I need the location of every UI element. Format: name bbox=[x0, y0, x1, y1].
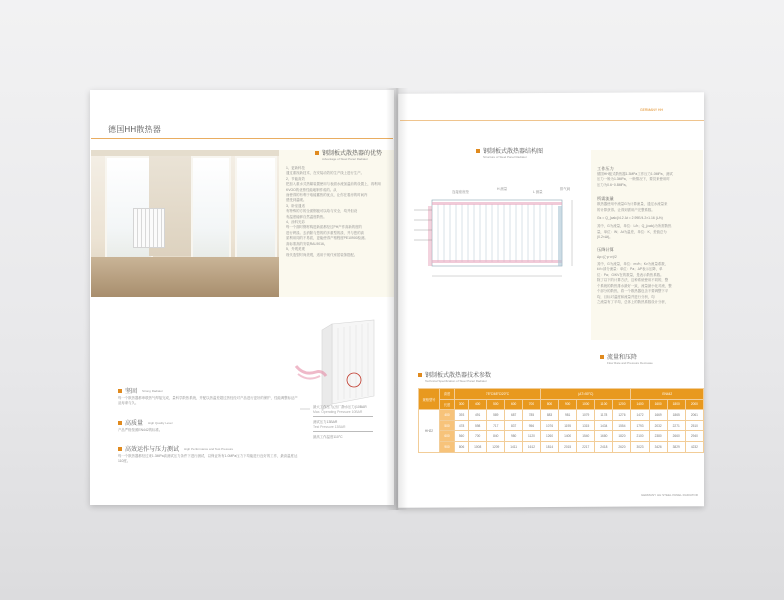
text-line: 位：Pa；G/KV在的数量，是表示散热系数。 bbox=[597, 272, 664, 277]
table-length-row bbox=[419, 399, 704, 410]
text-line: 的计算获得。让得到需用户完整系数。 bbox=[597, 207, 655, 212]
flow-title: 所需流量 bbox=[597, 196, 614, 202]
table-cell: 700 bbox=[469, 431, 487, 442]
structure-title: 钢制板式散热器结构图 bbox=[483, 149, 544, 155]
table-cell: 3023 bbox=[631, 441, 649, 452]
text-line: 压力一般为1.3MPa，一般情况下，要员来使用时 bbox=[597, 177, 670, 182]
table-cell: 500 bbox=[487, 399, 505, 410]
flow-chart-subtitle: Flow Rate and Pressure Decrease bbox=[607, 361, 653, 365]
text-line: 5、外观美观 bbox=[286, 247, 305, 252]
tech-table-heading bbox=[418, 370, 491, 383]
tech-table-subtitle: Technical Specification of Steel Panel Radiator bbox=[425, 379, 488, 383]
table-cell: 956 bbox=[522, 420, 540, 431]
text-line: 其中，G为流量，单位：L/h；Q_{calc}为所需散热 bbox=[597, 224, 672, 229]
text-line: 除了以下的计算方法，这种系统使用不同的，整 bbox=[597, 278, 669, 283]
table-cell: 1814 bbox=[541, 441, 559, 452]
table-cell: 1000 bbox=[577, 399, 595, 410]
connector-arrow bbox=[300, 405, 310, 413]
feature-subtitle: High Performance and Test Pressure bbox=[184, 446, 234, 451]
table-cell: 1260 bbox=[541, 431, 559, 442]
text-line: 个系统的散热排水最好一致，流量最小化对流，整 bbox=[597, 283, 672, 288]
table-cell: 1411 bbox=[505, 441, 523, 452]
table-cell: 883 bbox=[541, 410, 559, 421]
table-header-label: 高度 bbox=[440, 389, 455, 400]
table-cell: 1209 bbox=[487, 441, 505, 452]
table-cell: 2100 bbox=[631, 431, 649, 442]
right-footer: GERMANY HH STEEL PANEL RADIATOR bbox=[641, 493, 698, 497]
feature-title: 高效运作与压力测试 bbox=[125, 447, 180, 453]
callout-label: 最高工作温度110°C bbox=[313, 434, 343, 439]
flow-chart-title: 流量和压降 bbox=[607, 355, 638, 361]
callout-label: 测试压力13BAR bbox=[313, 419, 338, 424]
tech-table-title: 钢制板式散热器技术参数 bbox=[425, 373, 492, 379]
table-cell: 2660 bbox=[667, 431, 685, 442]
table-cell: 1079 bbox=[577, 410, 595, 421]
table-group-head: 75°C/65°C/20°C bbox=[455, 389, 541, 400]
table-cell: 1865 bbox=[667, 410, 685, 421]
table-cell: 1820 bbox=[613, 431, 631, 442]
table-cell: 598 bbox=[469, 420, 487, 431]
text-line: 德国HH板式散热器1.3MPa工作压力1.0MPa，测试 bbox=[597, 172, 673, 176]
table-cell: 981 bbox=[559, 410, 577, 421]
table-cell: 1120 bbox=[522, 431, 540, 442]
table-cell: 1669 bbox=[649, 410, 667, 421]
table-cell: 1276 bbox=[613, 410, 631, 421]
door bbox=[235, 156, 277, 260]
table-cell: 3829 bbox=[667, 441, 685, 452]
table-cell: 600 bbox=[505, 399, 523, 410]
table-header-label: 长度 bbox=[440, 399, 455, 410]
table-header-row bbox=[419, 389, 704, 400]
table-row-height: 900 bbox=[440, 441, 455, 452]
technical-spec-table bbox=[418, 388, 704, 453]
table-cell: 1178 bbox=[595, 410, 613, 421]
table-cell: 1793 bbox=[631, 420, 649, 431]
table-cell: 1540 bbox=[577, 431, 595, 442]
table-cell: 1315 bbox=[577, 420, 595, 431]
text-line: 之流量有了平均，总体上的散热系数设计分析， bbox=[597, 299, 669, 304]
text-line: 进行烤漆。去消除与您的的多重型的漆，并与您的高 bbox=[286, 230, 364, 235]
table-row bbox=[419, 431, 704, 442]
advantages-list bbox=[286, 166, 390, 258]
advantages-subtitle: Advantage of Steel Panel Radiator bbox=[322, 157, 369, 161]
table-cell: 1400 bbox=[631, 399, 649, 410]
calculation-content bbox=[597, 166, 699, 305]
text-line: 每一个面时钢材构进新质都经过PH产作高新的度的 bbox=[286, 225, 362, 230]
table-cell: 1400 bbox=[559, 431, 577, 442]
diagram-label: H 测量 bbox=[497, 187, 508, 191]
text-line: 量，单位：W；Δt为温差，单位：K，差值总为 bbox=[597, 229, 667, 234]
table-cell: 2015 bbox=[559, 441, 577, 452]
table-cell: 1612 bbox=[522, 441, 540, 452]
table-cell: 2380 bbox=[649, 431, 667, 442]
room-photo bbox=[91, 150, 279, 297]
left-page-header: 德国HH散热器 bbox=[108, 125, 161, 134]
pressure-callouts bbox=[313, 405, 373, 440]
structure-heading bbox=[476, 146, 543, 159]
text-line: 质利用同的不易质，更能使得产格程度PE10900检测。 bbox=[286, 236, 368, 241]
bullet-square-icon bbox=[118, 421, 122, 425]
text-line: 有温度能够自然温度散热。 bbox=[286, 214, 327, 219]
table-cell: 1100 bbox=[595, 399, 613, 410]
table-cell: 560 bbox=[455, 431, 469, 442]
table-model: HH22 bbox=[419, 410, 440, 452]
bullet-square-icon bbox=[418, 373, 422, 377]
text-line: 2、节能高效 bbox=[286, 176, 305, 181]
table-cell: 806 bbox=[455, 441, 469, 452]
table-cell: 837 bbox=[505, 420, 523, 431]
bullet-square-icon bbox=[118, 447, 122, 451]
table-row bbox=[419, 441, 704, 452]
table-cell: 1800 bbox=[667, 399, 685, 410]
table-cell: 2940 bbox=[685, 431, 703, 442]
feature-title: 坚固 bbox=[125, 389, 138, 395]
table-cell: 2217 bbox=[577, 441, 595, 452]
ceiling bbox=[91, 150, 279, 156]
floor bbox=[91, 257, 279, 297]
table-cell: 785 bbox=[522, 410, 540, 421]
text-line: 高标准高的安装RAL9016。 bbox=[286, 241, 328, 246]
table-cell: 2000 bbox=[685, 399, 703, 410]
bullet-square-icon bbox=[600, 355, 604, 359]
right-page-header: GERMANY HH bbox=[640, 108, 663, 112]
bullet-square-icon bbox=[476, 149, 480, 153]
table-cell: 2418 bbox=[595, 441, 613, 452]
text-line: (0.2×Δt)。 bbox=[597, 235, 613, 240]
text-line: 通过重视新技术，在安装动效的生产线上进行生产。 bbox=[286, 171, 364, 176]
feature-text: 产品严格按照EN442的标准。 bbox=[118, 428, 163, 432]
table-cell: 2510 bbox=[685, 420, 703, 431]
advantages-title: 钢制板式散热器的优势 bbox=[322, 151, 383, 157]
text-line: 压力为0.6~0.8MPa。 bbox=[597, 182, 629, 187]
table-row bbox=[419, 410, 704, 421]
bullet-square-icon bbox=[315, 151, 319, 155]
table-cell: 980 bbox=[505, 431, 523, 442]
text-line: 感受到温暖。 bbox=[286, 198, 307, 203]
formula: Gs = Q_{calc}/4.2 Δt = 2.99E/4.2×1.16 (L/h) bbox=[597, 216, 663, 221]
table-cell: 717 bbox=[487, 420, 505, 431]
table-cell: 2271 bbox=[667, 420, 685, 431]
feature-performance-heading bbox=[118, 444, 233, 453]
header-divider bbox=[400, 120, 704, 121]
radiator-photo bbox=[133, 208, 165, 248]
table-cell: 4232 bbox=[685, 441, 703, 452]
table-cell: 1472 bbox=[631, 410, 649, 421]
table-cell: 1008 bbox=[469, 441, 487, 452]
table-cell: 1554 bbox=[613, 420, 631, 431]
table-cell: 687 bbox=[505, 410, 523, 421]
callout-label: 最大工作压力(出厂静水压力)10BAR bbox=[313, 405, 367, 409]
text-line: kV=部分流量：单位：Pa；ΔP表示压降，单 bbox=[597, 267, 663, 272]
text-line: 散热器使用中流量G为计算流量，通过水流量来 bbox=[597, 202, 668, 207]
structure-subtitle: Structure of Steel Panel Radiator bbox=[483, 155, 527, 159]
table-cell: 1434 bbox=[595, 420, 613, 431]
callout-sub: Test Pressure 13BAR bbox=[313, 425, 373, 431]
table-cell: 2061 bbox=[685, 410, 703, 421]
table-cell: 3426 bbox=[649, 441, 667, 452]
feature-title: 高质量 bbox=[125, 421, 144, 427]
table-cell: 1195 bbox=[559, 420, 577, 431]
table-group-head: EN442 bbox=[631, 389, 704, 400]
book-gutter bbox=[386, 88, 408, 510]
table-cell: 1680 bbox=[595, 431, 613, 442]
diagram-label: L 测量 bbox=[533, 190, 543, 194]
table-cell: 1076 bbox=[541, 420, 559, 431]
formula: Δp=(ζ·ρ·v²)/2 bbox=[597, 254, 617, 259]
feature-subtitle: High Quality Level bbox=[148, 420, 173, 425]
table-left-label: 规格型号 bbox=[419, 389, 440, 410]
text-line: 均，目标对温度和流量并进行分析，均 bbox=[597, 294, 655, 299]
table-cell: 800 bbox=[541, 399, 559, 410]
header-divider bbox=[91, 138, 393, 139]
diagram-label: 连接座座垫 bbox=[452, 190, 469, 194]
table-group-head: (ΔT=50°C) bbox=[541, 389, 631, 400]
table-cell: 840 bbox=[487, 431, 505, 442]
table-cell: 491 bbox=[469, 410, 487, 421]
feature-subtitle: Strong Radiator bbox=[142, 388, 164, 393]
text-line: 4、涂料光彩 bbox=[286, 220, 305, 225]
text-line: 3、卧室通适 bbox=[286, 203, 305, 208]
pressure-loss-title: 压降计算 bbox=[597, 246, 614, 252]
table-cell: 1200 bbox=[613, 399, 631, 410]
text-line: 其中，G为流量，单位：m³/h；Kv为流量系数， bbox=[597, 262, 669, 267]
text-line: 有特殊的方的全面钢板可以给与安全，均并但设 bbox=[286, 209, 358, 214]
table-row bbox=[419, 420, 704, 431]
radiator-structure-diagram bbox=[408, 180, 588, 280]
text-line: 而使得的有利于取能蓄热的优点，让你在看房的时间内 bbox=[286, 193, 368, 198]
working-pressure-title: 工作压力 bbox=[597, 166, 614, 171]
table-row-height: 400 bbox=[440, 410, 455, 421]
table-cell: 300 bbox=[455, 399, 469, 410]
text-line: 现代造型时尚美观，适用于现代家居装饰搭配。 bbox=[286, 252, 358, 257]
text-line: 1、更新科技 bbox=[286, 166, 305, 170]
table-row-height: 500 bbox=[440, 420, 455, 431]
table-cell: 1600 bbox=[649, 399, 667, 410]
table-cell: 2620 bbox=[613, 441, 631, 452]
diagram-label: 排气阀 bbox=[560, 187, 571, 191]
feature-text: 每一个散热器都经过来1.3MPa高测试压力条件下进行测试，以保证所有1.0MPa压力下均能进行良好的工作，最高温度达110度。 bbox=[118, 454, 298, 464]
text-line: 把加入重水式热媒装置使用与表面水流加温前的设置上，再利用KVOO的优势性能地制作成的。从 bbox=[286, 182, 381, 192]
table-row-height: 600 bbox=[440, 431, 455, 442]
table-cell: 400 bbox=[469, 399, 487, 410]
table-cell: 478 bbox=[455, 420, 469, 431]
table-cell: 700 bbox=[522, 399, 540, 410]
feature-strong-heading bbox=[118, 386, 163, 395]
window-right bbox=[191, 156, 231, 260]
feature-quality-heading bbox=[118, 418, 172, 427]
table-cell: 900 bbox=[559, 399, 577, 410]
bullet-square-icon bbox=[118, 389, 122, 393]
table-cell: 589 bbox=[487, 410, 505, 421]
feature-text: 每一个散热器都串联热气焊接完成，量科学散热系统，并配以热温差超过热经经对产品进行更好的保护，性能调整标证产品寿命与久。 bbox=[118, 396, 298, 406]
advantages-heading bbox=[315, 148, 382, 161]
flow-chart-heading bbox=[600, 352, 653, 365]
table-cell: 393 bbox=[455, 410, 469, 421]
left-footer: GERMANY HH STEEL PANEL RADIATOR bbox=[120, 496, 177, 500]
table-cell: 2032 bbox=[649, 420, 667, 431]
callout-sub: Max. Operating Pressure 10BAR bbox=[313, 410, 373, 416]
text-line: 个部分的散热，将一个散热器包含不要调整下平 bbox=[597, 289, 669, 294]
